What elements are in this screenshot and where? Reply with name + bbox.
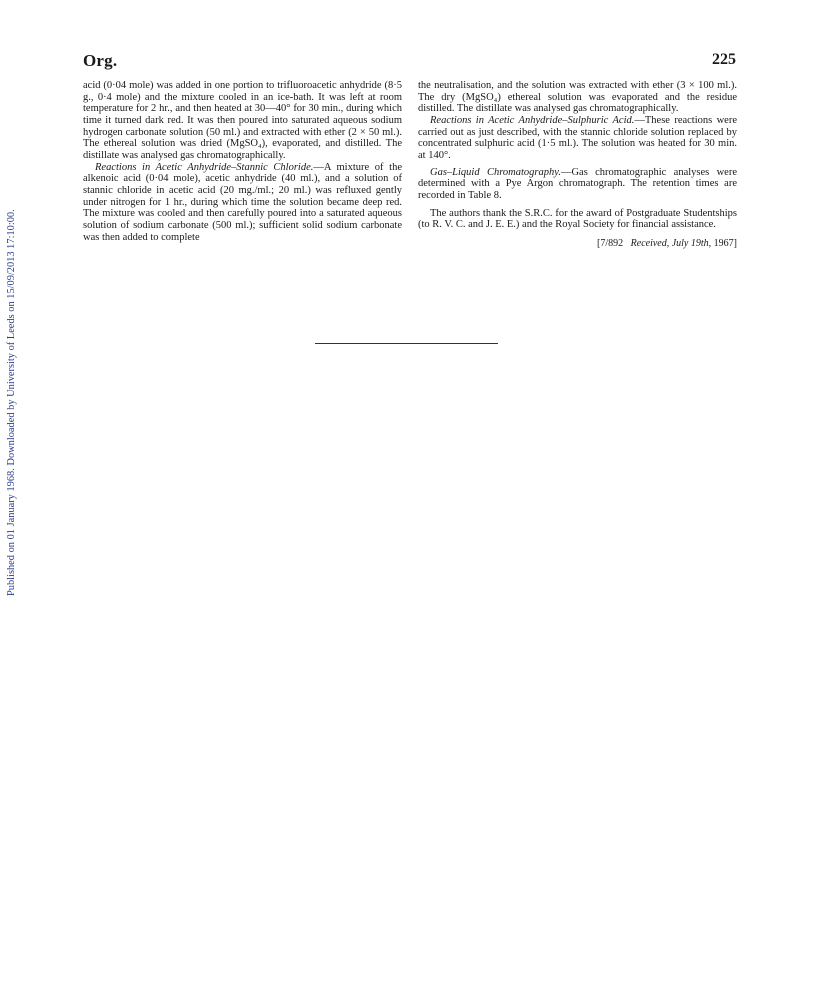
download-notice: Published on 01 January 1968. Downloaded by University of Leeds on 15/09/2013 17:10:00.: [6, 209, 17, 596]
neutralisation-paragraph: the neutralisation, and the solution was extracted with ether (3 × 100 ml.). The dry (MgSO₄) ethereal solution was evaporated and the residue distilled. The distillate was analysed gas chromatographically.: [418, 80, 737, 115]
paragraph-body: —These reactions were carried out as just described, with the stannic chloride solution replaced by concentrated sulphuric acid (1·5 ml.). The solution was heated for 30 min. at 140°.: [418, 114, 737, 161]
glc-paragraph: [418, 167, 737, 202]
end-rule: [315, 343, 498, 344]
section-heading: Gas–Liquid Chromatography.: [430, 166, 561, 178]
journal-section: Org.: [83, 51, 118, 70]
left-column: [83, 80, 402, 243]
received-line: [418, 238, 737, 250]
section-heading: Reactions in Acetic Anhydride–Sulphuric Acid.: [430, 114, 635, 126]
right-column: [418, 80, 737, 250]
procedure-paragraph: acid (0·04 mole) was added in one portion to trifluoroacetic anhydride (8·5 g., 0·4 mole) and the mixture cooled in an ice-bath. It was left at room temperature for 2 hr., and then heated at 30—40° for 30 min., during which time it turned dark red. It was then poured into saturated aqueous sodium hydrogen carbonate solution (50 ml.) and extracted with ether (2 × 50 ml.). The ethereal solution was dried (MgSO₄), evaporated, and distilled. The distillate was analysed gas chromatographically.: [83, 80, 402, 161]
acknowledgement: The authors thank the S.R.C. for the award of Postgraduate Studentships (to R. V. C. and J. E. E.) and the Royal Society for financial assistance.: [418, 207, 737, 231]
page-number: 225: [712, 51, 736, 68]
sulphuric-acid-paragraph: [418, 115, 737, 162]
received-year: 1967]: [713, 237, 737, 249]
reference-code: [7/892: [597, 237, 624, 249]
paragraph-body: —A mixture of the alkenoic acid (0·04 mole), acetic anhydride (40 ml.), and a solution of stannic chloride in acetic acid (20 mg./ml.; 20 ml.) was refluxed gently under nitrogen for 1 hr., during which time the solution became deep red. The mixture was cooled and then carefully poured into a saturated aqueous solution of sodium carbonate (500 ml.); sufficient solid sodium carbonate was then added to complete: [83, 161, 402, 243]
paragraph-body: —Gas chromatographic analyses were determined with a Pye Argon chromatograph. The retention times are recorded in Table 8.: [418, 166, 737, 201]
received-date: Received, July 19th,: [630, 237, 712, 249]
stannic-chloride-paragraph: [83, 162, 402, 244]
section-heading: Reactions in Acetic Anhydride–Stannic Chloride.: [95, 161, 314, 173]
